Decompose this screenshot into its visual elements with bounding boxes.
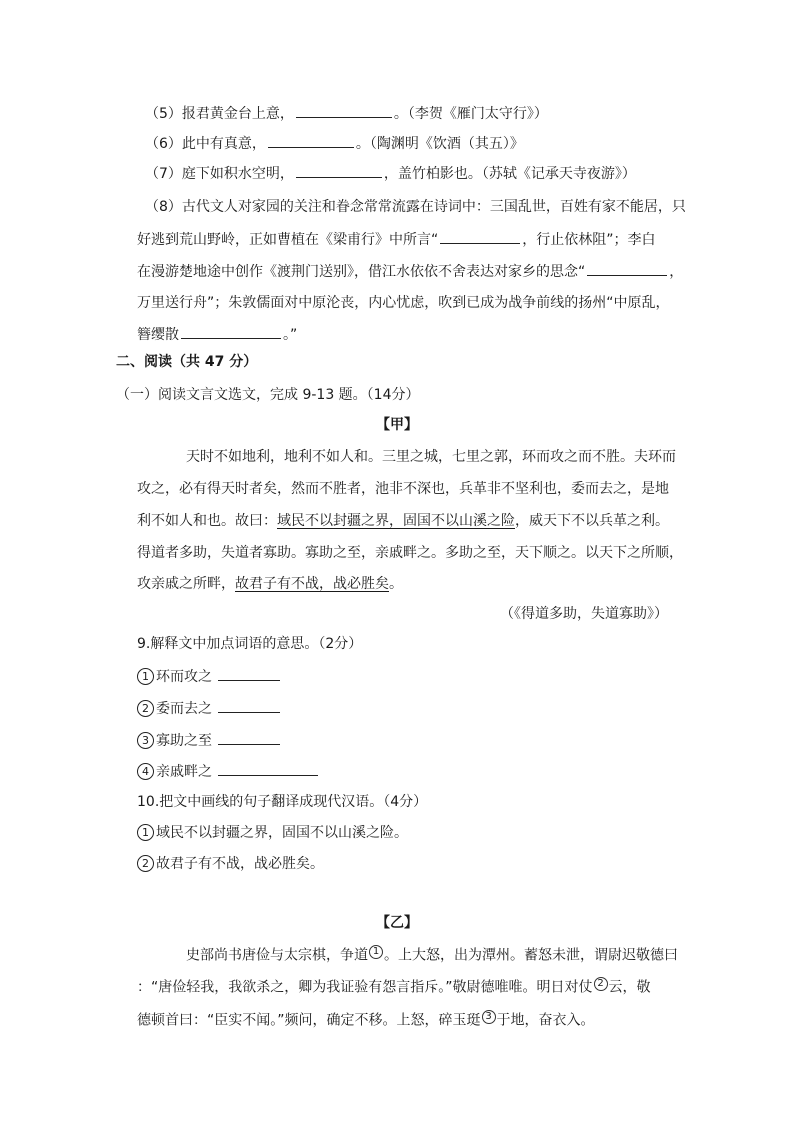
yi-p2-tail: 云，敬 xyxy=(608,979,651,996)
q9-answer-blank[interactable] xyxy=(218,698,280,713)
yi-title: 【乙】 xyxy=(376,915,418,931)
q7-answer-blank[interactable] xyxy=(296,163,382,178)
footnote-marker: 2 xyxy=(594,977,608,991)
q9-item-text: 亲戚畔之 xyxy=(156,764,212,780)
jia-p5-text: 攻亲戚之所畔， xyxy=(137,576,235,592)
q9-item-text: 委而去之 xyxy=(156,701,212,717)
yi-paragraph-line2 xyxy=(137,977,651,998)
q7-source: ，盖竹柏影也。（苏轼《记承天寺夜游》） xyxy=(383,166,636,182)
yi-p1-text: 史部尚书唐俭与太宗棋，争道 xyxy=(186,947,368,964)
circled-number: 1 xyxy=(137,824,154,841)
yi-p3-text: 德顿首曰：“臣实不闻。”频问，确定不移。上怒，碎玉珽 xyxy=(137,1012,481,1029)
q9-item-text: 寡助之至 xyxy=(156,733,212,749)
poem-q8-line4 xyxy=(137,293,670,313)
q9-item-text: 环而攻之 xyxy=(156,669,212,685)
yi-paragraph-line3 xyxy=(137,1010,595,1031)
circled-number: 4 xyxy=(137,763,154,780)
circled-number: 1 xyxy=(137,668,154,685)
q10-item xyxy=(137,823,408,843)
q5-answer-blank[interactable] xyxy=(296,103,392,118)
q8-text-5b: 。” xyxy=(283,327,298,343)
footnote-marker: 1 xyxy=(369,945,383,959)
q5-source: 。（李贺《雁门太守行》） xyxy=(393,106,548,122)
q6-source: 。（陶渊明《饮酒（其五）》 xyxy=(355,136,524,152)
underlined-sentence-1: 域民不以封疆之界，固国不以山溪之险 xyxy=(277,513,515,529)
poem-q6 xyxy=(145,133,524,154)
footnote-marker: 3 xyxy=(482,1010,496,1024)
q8-text-3a: 在漫游楚地途中创作《渡荆门送别》，借江水依依不舍表达对家乡的思念“ xyxy=(137,264,586,280)
jia-p5-tail: 。 xyxy=(389,576,403,592)
q5-text: （5）报君黄金台上意， xyxy=(145,106,294,122)
q8-text-2a: 好逃到荒山野岭，正如曹植在《梁甫行》中所言“ xyxy=(137,232,439,248)
q9-answer-blank[interactable] xyxy=(218,730,280,745)
yi-paragraph-line1 xyxy=(186,945,678,966)
jia-p3-tail: ，威天下不以兵革之利。 xyxy=(515,513,669,529)
q9-item xyxy=(137,666,282,687)
q10-title: 10.把文中画线的句子翻译成现代汉语。（4分） xyxy=(137,794,428,810)
yi-p2-text: ：“唐俭轻我，我欲杀之，卿为我证验有怨言指斥。”敬尉德唯唯。明日对仗 xyxy=(137,979,593,996)
poem-q8-line2 xyxy=(137,229,656,250)
q8-text-2b: ，行止依林阻”；李白 xyxy=(522,232,656,248)
q8-answer-blank-3[interactable] xyxy=(181,324,281,339)
q9-answer-blank[interactable] xyxy=(218,666,280,681)
q9-item xyxy=(137,698,282,719)
poem-q8-line1 xyxy=(145,197,686,217)
part1-intro: （一）阅读文言文选文，完成 9-13 题。（14分） xyxy=(116,387,420,403)
poem-q8-line3 xyxy=(137,261,683,282)
jia-paragraph-line2: 攻之，必有得天时者矣，然而不胜者，池非不深也，兵革非不坚利也，委而去之，是地 xyxy=(137,481,669,497)
jia-paragraph-line1: 天时不如地利，地利不如人和。三里之城，七里之郭，环而攻之而不胜。夫环而 xyxy=(186,449,676,465)
q10-item xyxy=(137,854,324,874)
q9-item xyxy=(137,761,320,782)
q9-item xyxy=(137,730,282,751)
q10-item-text: 故君子有不战，战必胜矣。 xyxy=(156,856,324,872)
section2-heading: 二、阅读（共 47 分） xyxy=(116,354,258,370)
q9-answer-blank[interactable] xyxy=(218,761,318,776)
jia-paragraph-line3 xyxy=(137,511,669,531)
poem-q8-line5 xyxy=(137,324,297,345)
circled-number: 2 xyxy=(137,855,154,872)
jia-paragraph-line5 xyxy=(137,574,403,594)
q6-text: （6）此中有真意， xyxy=(145,136,266,152)
q7-text: （7）庭下如积水空明， xyxy=(145,166,294,182)
underlined-sentence-2: 故君子有不战，战必胜矣 xyxy=(235,576,389,592)
q8-answer-blank-2[interactable] xyxy=(587,261,667,276)
jia-source: （《得道多助，失道寡助》） xyxy=(500,606,668,622)
jia-p3-text: 利不如人和也。故曰： xyxy=(137,513,277,529)
q8-text-4: 万里送行舟”；朱敦儒面对中原沦丧，内心忧虑，吹到已成为战争前线的扬州“中原乱， xyxy=(137,295,670,311)
q8-answer-blank-1[interactable] xyxy=(440,229,520,244)
circled-number: 2 xyxy=(137,700,154,717)
yi-p1-tail: 。上大怒，出为潭州。蓄怒未泄，谓尉迟敬德曰 xyxy=(384,947,678,964)
jia-paragraph-line4: 得道者多助，失道者寡助。寡助之至，亲戚畔之。多助之至，天下顺之。以天下之所顺， xyxy=(137,545,683,561)
circled-number: 3 xyxy=(137,732,154,749)
q8-text-5a: 簪缨散 xyxy=(137,327,179,343)
jia-title: 【甲】 xyxy=(376,417,418,433)
q6-answer-blank[interactable] xyxy=(268,133,354,148)
q10-item-text: 域民不以封疆之界，固国不以山溪之险。 xyxy=(156,825,408,841)
poem-q7 xyxy=(145,163,636,184)
yi-p3-tail: 于地，奋衣入。 xyxy=(496,1012,595,1029)
poem-q5 xyxy=(145,103,548,124)
q8-text-3b: ， xyxy=(669,264,684,280)
q8-text-1: （8）古代文人对家园的关注和眷念常常流露在诗词中：三国乱世，百姓有家不能居，只 xyxy=(145,199,686,215)
q9-title: 9.解释文中加点词语的意思。（2分） xyxy=(137,636,363,652)
